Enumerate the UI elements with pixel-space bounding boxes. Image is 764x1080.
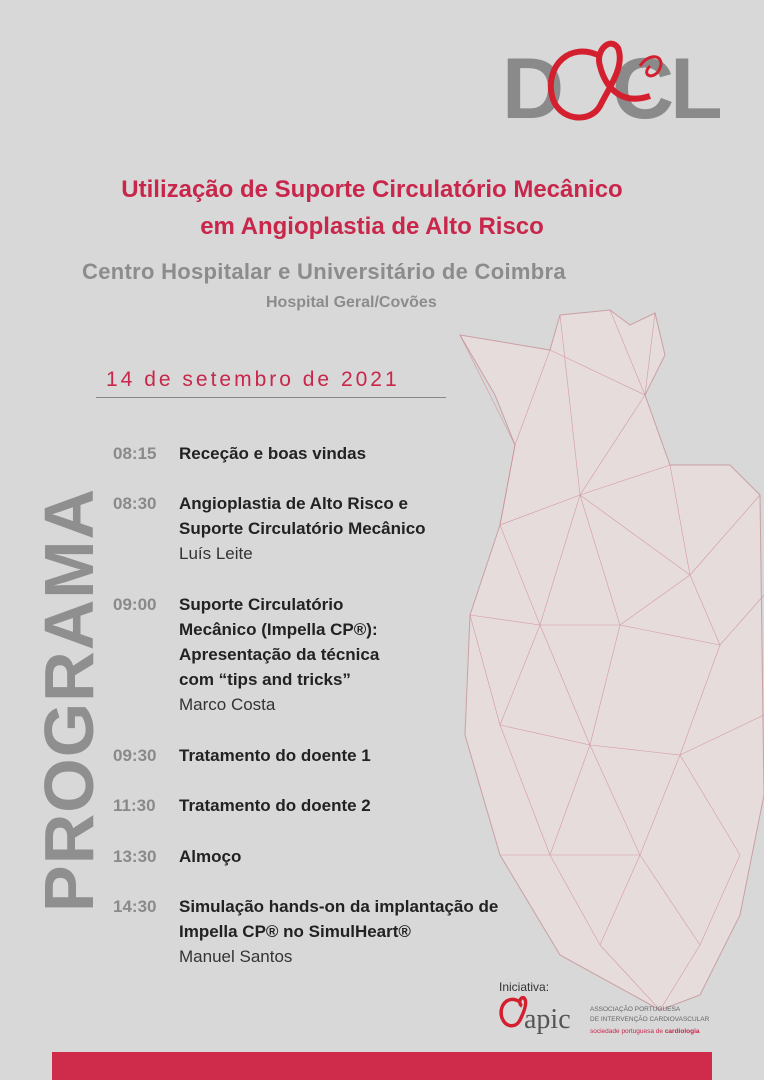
- schedule-title: Suporte Circulatório: [179, 595, 344, 614]
- schedule-time: 13:30: [113, 847, 157, 866]
- event-title-line1: Utilização de Suporte Circulatório Mecânico: [121, 176, 623, 203]
- venue-name: Centro Hospitalar e Universitário de Coimbra: [82, 259, 566, 284]
- schedule-title: Simulação hands-on da implantação de: [179, 897, 499, 916]
- schedule-time: 14:30: [113, 897, 157, 916]
- schedule-title: Mecânico (Impella CP®):: [179, 620, 378, 639]
- date-divider: [96, 397, 446, 398]
- svg-text:CL: CL: [612, 41, 719, 126]
- apic-line2: DE INTERVENÇÃO CARDIOVASCULAR: [590, 1016, 710, 1023]
- schedule-speaker: Luís Leite: [179, 544, 253, 563]
- schedule-time: 09:00: [113, 595, 157, 614]
- schedule-title: Angioplastia de Alto Risco e: [179, 494, 408, 513]
- apic-logo: [498, 994, 728, 1044]
- event-title-line2: em Angioplastia de Alto Risco: [200, 213, 544, 240]
- schedule-title: Impella CP® no SimulHeart®: [179, 922, 411, 941]
- apic-line1: ASSOCIAÇÃO PORTUGUESA: [590, 1006, 681, 1013]
- venue-hospital: Hospital Geral/Covões: [266, 294, 437, 311]
- event-date: 14 de setembro de 2021: [106, 368, 400, 391]
- footer-bar: [52, 1052, 712, 1080]
- spc-text: [590, 1028, 700, 1035]
- schedule-title: Almoço: [179, 847, 242, 866]
- schedule-speaker: Marco Costa: [179, 695, 276, 714]
- spc-bold: cardiologia: [664, 1028, 700, 1035]
- schedule-title: Receção e boas vindas: [179, 444, 367, 463]
- schedule-time: 09:30: [113, 746, 157, 765]
- dccl-logo: [500, 36, 720, 126]
- apic-wordmark: apic: [524, 1004, 571, 1035]
- program-label: PROGRAMA: [30, 487, 108, 912]
- spc-prefix: sociedade portuguesa de: [590, 1028, 665, 1035]
- schedule-time: 08:15: [113, 444, 157, 463]
- svg-text:D: D: [502, 41, 561, 126]
- schedule-time: 08:30: [113, 494, 157, 513]
- schedule-title: com “tips and tricks”: [179, 670, 351, 689]
- schedule-time: 11:30: [113, 796, 156, 815]
- schedule-speaker: Manuel Santos: [179, 947, 293, 966]
- initiative-label: Iniciativa:: [499, 980, 550, 994]
- schedule-title: Apresentação da técnica: [179, 645, 380, 664]
- schedule-title: Tratamento do doente 2: [179, 796, 371, 815]
- schedule-title: Suporte Circulatório Mecânico: [179, 519, 426, 538]
- schedule-title: Tratamento do doente 1: [179, 746, 371, 765]
